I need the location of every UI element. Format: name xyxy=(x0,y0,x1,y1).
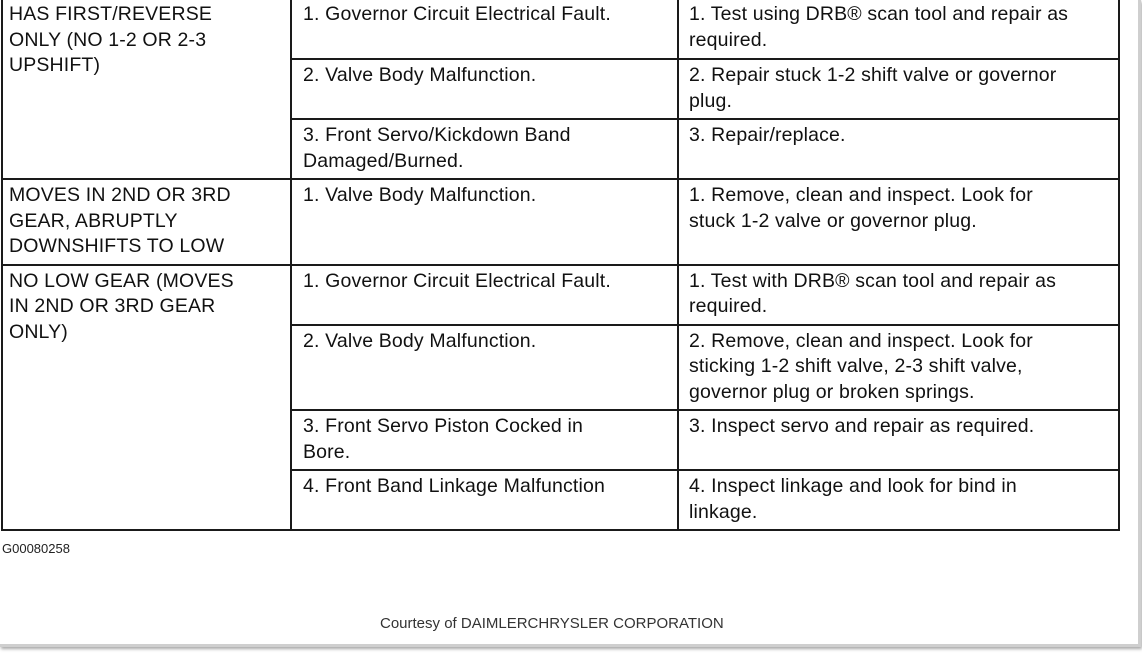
condition-cell: MOVES IN 2ND OR 3RD GEAR, ABRUPTLY DOWNSHIFTS TO LOW xyxy=(2,179,291,265)
cause-cell: 3. Front Servo Piston Cocked in Bore. xyxy=(291,410,678,470)
courtesy-caption: Courtesy of DAIMLERCHRYSLER CORPORATION xyxy=(380,615,724,632)
correction-cell: 2. Repair stuck 1-2 shift valve or governor plug. xyxy=(678,59,1119,119)
cause-cell: 4. Front Band Linkage Malfunction xyxy=(291,470,678,530)
condition-cell: HAS FIRST/REVERSE ONLY (NO 1-2 OR 2-3 UPSHIFT) xyxy=(2,0,291,179)
correction-cell: 3. Repair/replace. xyxy=(678,119,1119,179)
cause-cell: 3. Front Servo/Kickdown Band Damaged/Burned. xyxy=(291,119,678,179)
cause-cell: 1. Governor Circuit Electrical Fault. xyxy=(291,265,678,325)
table-row xyxy=(2,265,1119,325)
correction-cell: 1. Test using DRB® scan tool and repair as required. xyxy=(678,0,1119,59)
diagnosis-table xyxy=(1,0,1120,531)
correction-cell: 4. Inspect linkage and look for bind in linkage. xyxy=(678,470,1119,530)
correction-cell: 3. Inspect servo and repair as required. xyxy=(678,410,1119,470)
table-row xyxy=(2,179,1119,265)
cause-cell: 1. Valve Body Malfunction. xyxy=(291,179,678,265)
condition-cell: NO LOW GEAR (MOVES IN 2ND OR 3RD GEAR ONLY) xyxy=(2,265,291,531)
correction-cell: 2. Remove, clean and inspect. Look for sticking 1-2 shift valve, 2-3 shift valve, governor plug or broken springs. xyxy=(678,325,1119,411)
cause-cell: 1. Governor Circuit Electrical Fault. xyxy=(291,0,678,59)
figure-id: G00080258 xyxy=(2,541,70,556)
correction-cell: 1. Remove, clean and inspect. Look for stuck 1-2 valve or governor plug. xyxy=(678,179,1119,265)
cause-cell: 2. Valve Body Malfunction. xyxy=(291,325,678,411)
table-row xyxy=(2,0,1119,59)
cause-cell: 2. Valve Body Malfunction. xyxy=(291,59,678,119)
correction-cell: 1. Test with DRB® scan tool and repair as required. xyxy=(678,265,1119,325)
